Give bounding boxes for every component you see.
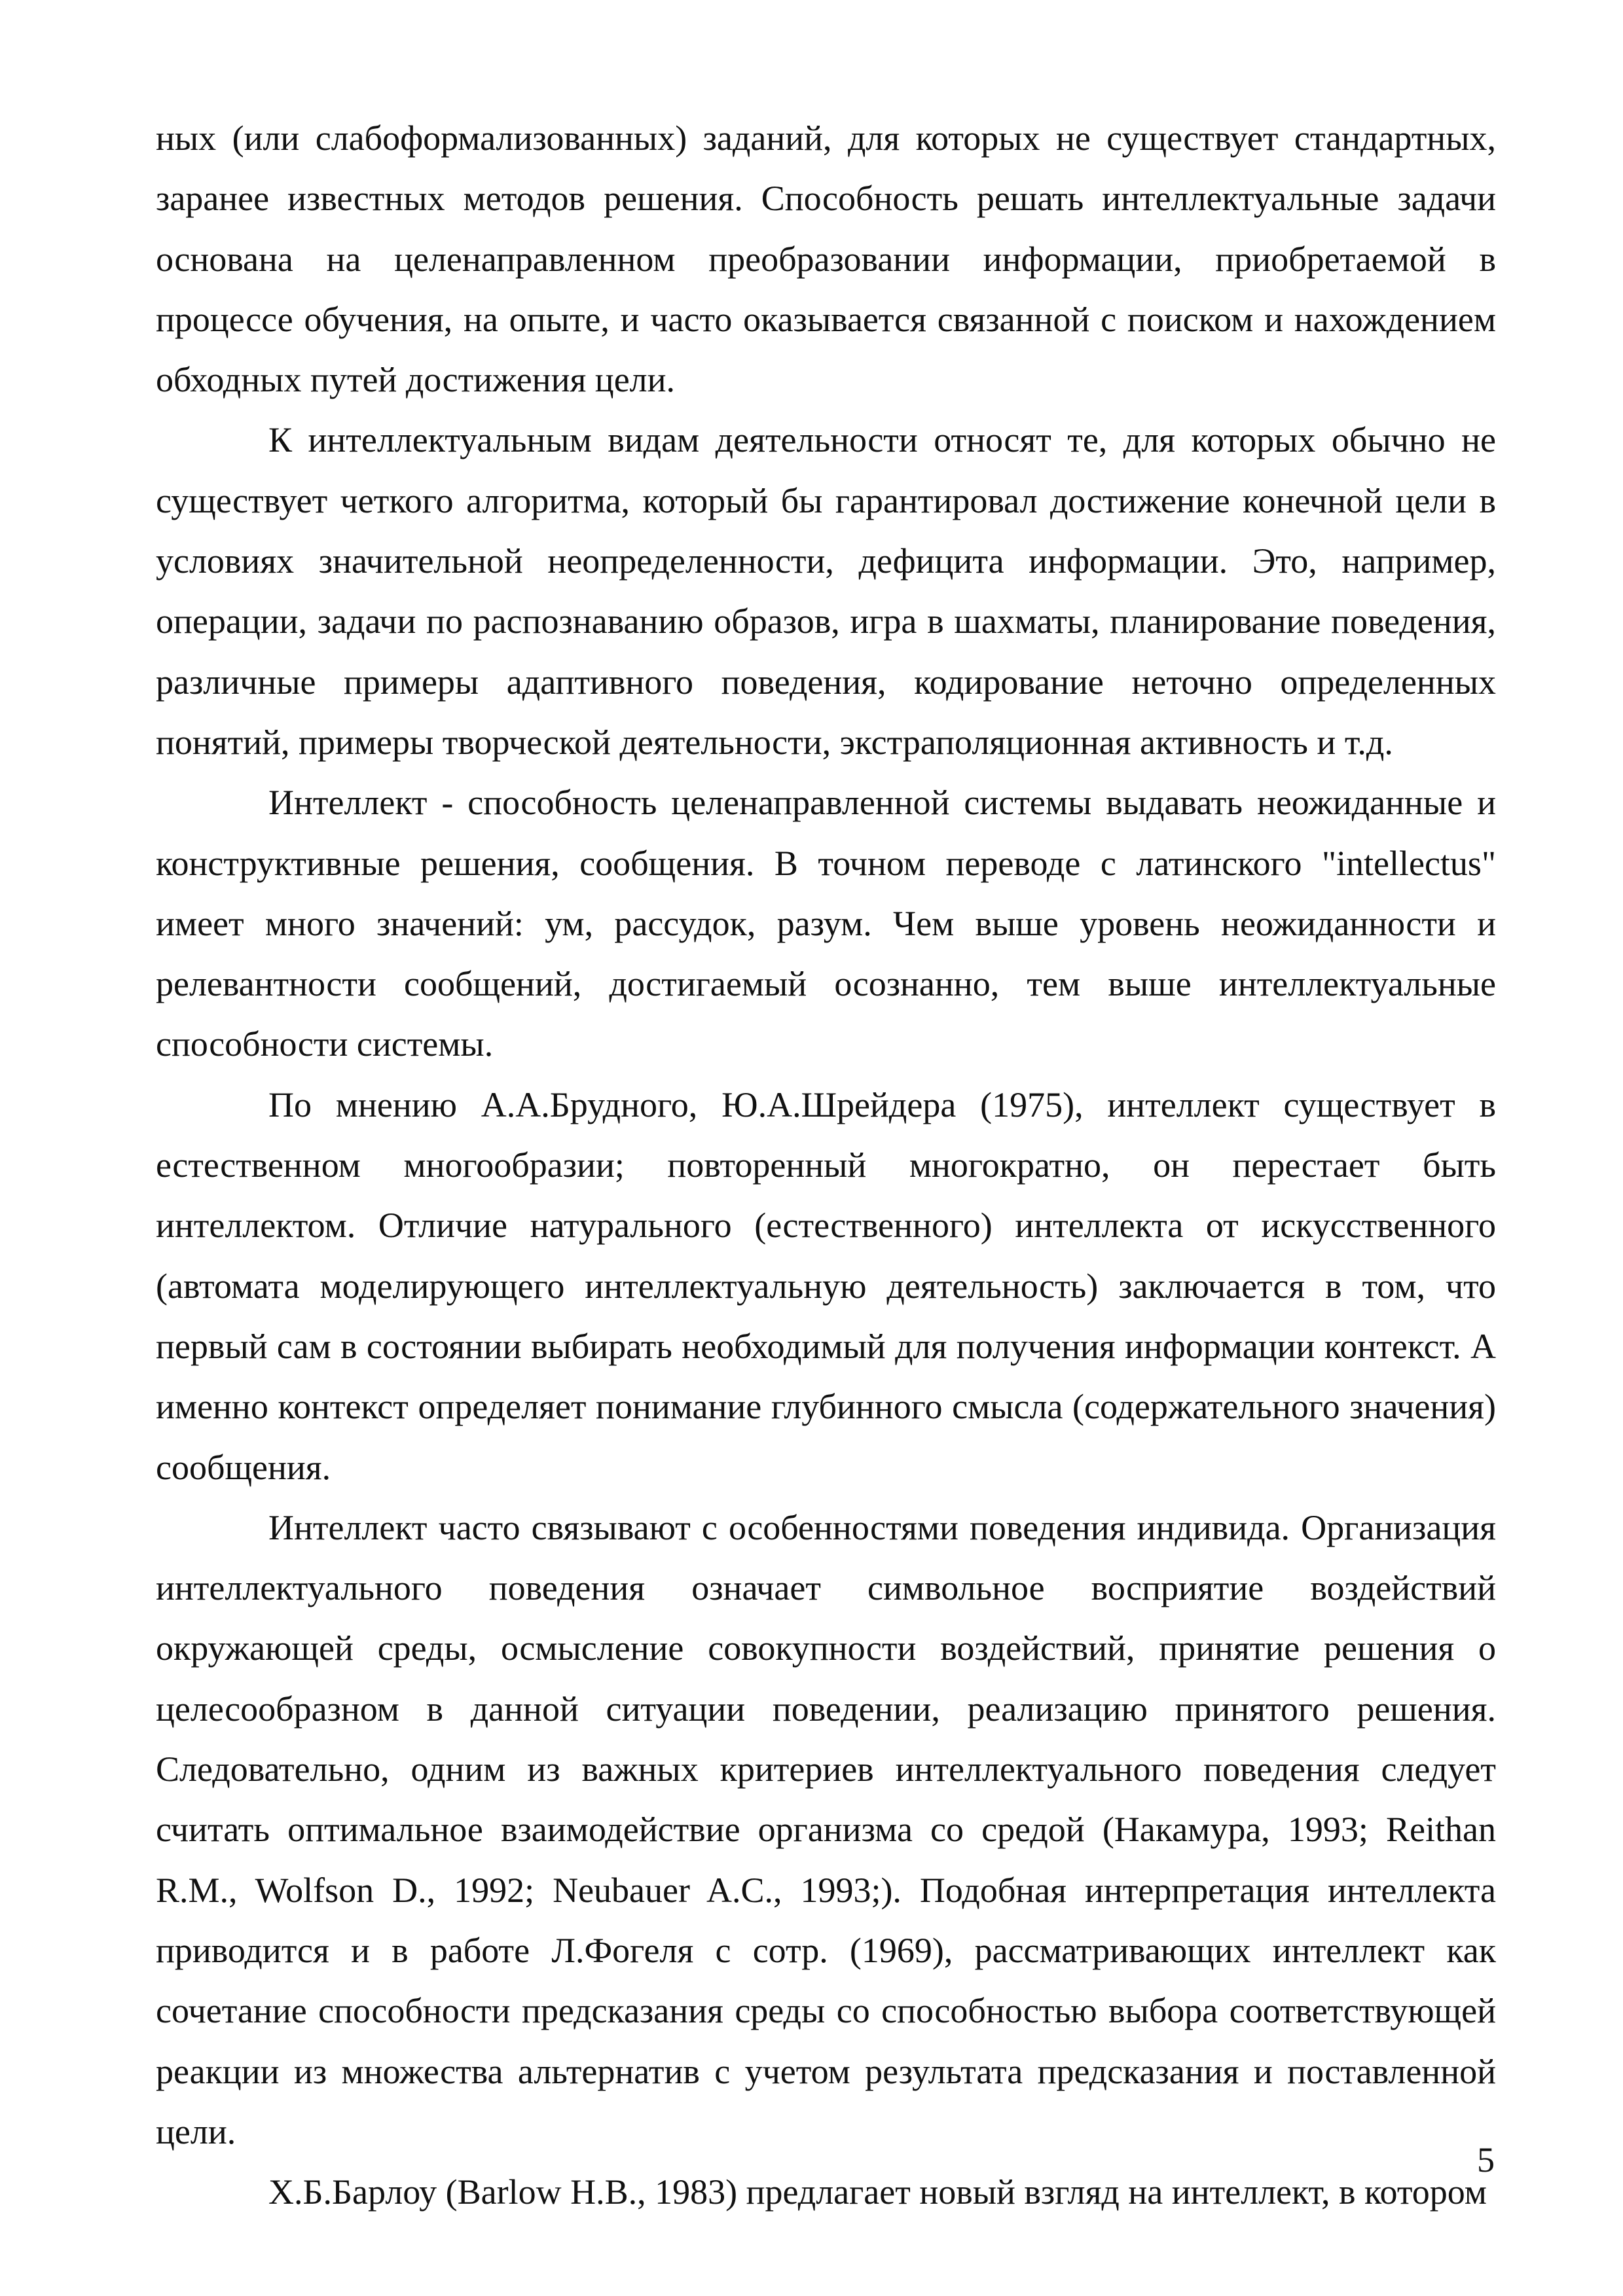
text-body xyxy=(156,108,1496,2222)
page-number: 5 xyxy=(1477,2140,1495,2179)
paragraph-5: Интеллект часто связывают с особенностями поведения индивида. Организация интеллектуального поведения означает символьное восприятие воздействий окружающей среды, осмысление совокупности воздействий, принятие решения о целесообразном в данной ситуации поведении, реализацию принятого решения. Следовательно, одним из важных критериев интеллектуального поведения следует считать оптимальное взаимодействие организма со средой (Накамура, 1993; Reithan R.M., Wolfson D., 1992; Neubauer A.C., 1993;). Подобная интерпретация интеллекта приводится и в работе Л.Фогеля с сотр. (1969), рассматривающих интеллект как сочетание способности предсказания среды со способностью выбора соответствующей реакции из множества альтернатив с учетом результата предсказания и поставленной цели. xyxy=(156,1507,1496,2151)
paragraph-2: К интеллектуальным видам деятельности относят те, для которых обычно не существует четкого алгоритма, который бы гарантировал достижение конечной цели в условиях значительной неопределенности, дефицита информации. Это, например, операции, задачи по распознаванию образов, игра в шахматы, планирование поведения, различные примеры адаптивного поведения, кодирование неточно определенных понятий, примеры творческой деятельности, экстраполяционная активность и т.д. xyxy=(156,420,1496,762)
paragraph-4: По мнению А.А.Брудного, Ю.А.Шрейдера (1975), интеллект существует в естественном многообразии; повторенный многократно, он перестает быть интеллектом. Отличие натурального (естественного) интеллекта от искусственного (автомата моделирующего интеллектуальную деятельность) заключается в том, что первый сам в состоянии выбирать необходимый для получения информации контекст. А именно контекст определяет понимание глубинного смысла (содержательного значения) сообщения. xyxy=(156,1085,1496,1487)
paragraph-3: Интеллект - способность целенаправленной системы выдавать неожиданные и конструктивные решения, сообщения. В точном переводе с латинского "intellectus" имеет много значений: ум, рассудок, разум. Чем выше уровень неожиданности и релевантности сообщений, достигаемый осознанно, тем выше интеллектуальные способности системы. xyxy=(156,783,1496,1064)
paragraph-6: Х.Б.Барлоу (Barlow H.B., 1983) предлагает новый взгляд на интеллект, в котором xyxy=(268,2172,1487,2212)
paragraph-1: ных (или слабоформализованных) заданий, для которых не существует стандартных, заранее известных методов решения. Способность решать интеллектуальные задачи основана на целенаправленном преобразовании информации, приобретаемой в процессе обучения, на опыте, и часто оказывается связанной с поиском и нахождением обходных путей достижения цели. xyxy=(156,118,1496,400)
